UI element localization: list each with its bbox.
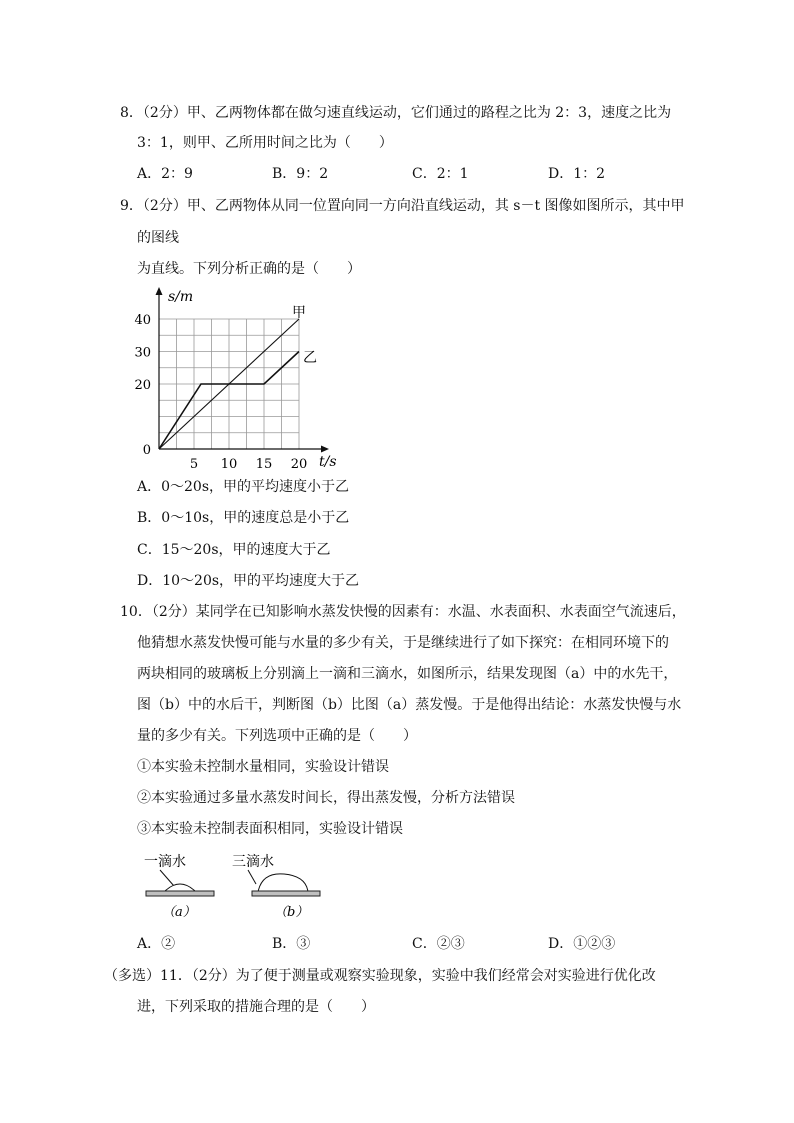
x-axis-arrow <box>321 446 329 453</box>
q10-option-a[interactable]: A．② <box>137 936 176 952</box>
q11-stem-line1: （多选）11．（2分）为了便于测量或观察实验现象，实验中我们经常会对实验进行优化改 <box>104 968 656 984</box>
q10-statement-3: ③本实验未控制表面积相同，实验设计错误 <box>137 821 403 837</box>
q9-option-b[interactable]: B．0～10s，甲的速度总是小于乙 <box>137 510 350 526</box>
figure-a-plate <box>146 891 214 896</box>
series-label-yi: 乙 <box>303 350 317 366</box>
q8-option-c[interactable]: C．2：1 <box>412 166 469 182</box>
q10-stem-line3: 两块相同的玻璃板上分别滴上一滴和三滴水，如图所示，结果发现图（a）中的水先干， <box>137 666 678 682</box>
q10-statement-2: ②本实验通过多量水蒸发时间长，得出蒸发慢，分析方法错误 <box>137 790 515 806</box>
q9-stem-line1: 9．（2分）甲、乙两物体从同一位置向同一方向沿直线运动，其 s－t 图像如图所示，其中甲 <box>120 198 685 214</box>
figure-a-label: 一滴水 <box>144 854 186 870</box>
q8-stem-line2: 3：1，则甲、乙所用时间之比为（ ） <box>137 135 393 151</box>
figure-b-label: 三滴水 <box>232 854 274 870</box>
x-tick-label: 20 <box>290 457 308 470</box>
q10-stem-line2: 他猜想水蒸发快慢可能与水量的多少有关，于是继续进行了如下探究：在相同环境下的 <box>137 635 669 651</box>
figure-a-caption: （a） <box>162 905 196 920</box>
y-axis-label: s/m <box>168 289 194 305</box>
q10-stem-line5: 量的多少有关。下列选项中正确的是（ ） <box>137 728 417 744</box>
q10-option-c[interactable]: C．②③ <box>412 936 465 952</box>
y-tick-label: 40 <box>134 313 151 328</box>
q9-option-c[interactable]: C．15～20s，甲的速度大于乙 <box>137 542 331 558</box>
x-tick-label: 5 <box>189 457 199 470</box>
y-axis-arrow <box>156 287 163 295</box>
x-tick-label: 15 <box>255 457 273 470</box>
figure-b-plate <box>252 891 320 896</box>
x-axis-label: t/s <box>319 454 337 470</box>
q10-statement-1: ①本实验未控制水量相同，实验设计错误 <box>137 759 389 775</box>
x-tick-label: 10 <box>220 457 238 470</box>
q9-option-d[interactable]: D．10～20s，甲的平均速度大于乙 <box>137 573 360 589</box>
q10-stem-line1: 10．（2分）某同学在已知影响水蒸发快慢的因素有：水温、水表面积、水表面空气流速后， <box>120 604 686 620</box>
q8-option-d[interactable]: D．1：2 <box>548 166 606 182</box>
y-tick-label: 0 <box>142 443 151 458</box>
q8-stem-line1: 8．（2分）甲、乙两物体都在做匀速直线运动，它们通过的路程之比为 2：3，速度之比为 <box>120 105 672 121</box>
q9-option-a[interactable]: A．0～20s，甲的平均速度小于乙 <box>137 479 350 495</box>
figure-a-pointer <box>160 870 174 886</box>
evaporation-figure <box>140 848 340 923</box>
q9-stem-line3: 为直线。下列分析正确的是（ ） <box>137 261 361 277</box>
q8-option-b[interactable]: B．9：2 <box>272 166 329 182</box>
figure-b-caption: （b） <box>274 905 309 920</box>
s-t-chart <box>125 285 355 470</box>
q9-stem-line2: 的图线 <box>137 230 179 246</box>
q11-stem-line2: 进，下列采取的措施合理的是（ ） <box>137 999 375 1015</box>
q8-option-a[interactable]: A．2：9 <box>137 166 193 182</box>
y-tick-label: 20 <box>134 378 151 393</box>
q10-option-d[interactable]: D．①②③ <box>548 936 616 952</box>
q10-stem-line4: 图（b）中的水后干，判断图（b）比图（a）蒸发慢。于是他得出结论：水蒸发快慢与水 <box>137 697 682 713</box>
y-tick-label: 30 <box>134 345 151 361</box>
series-label-jia: 甲 <box>292 305 306 321</box>
figure-b-pointer <box>248 870 256 884</box>
figure-b-drop <box>258 874 308 892</box>
q10-option-b[interactable]: B．③ <box>272 936 311 952</box>
